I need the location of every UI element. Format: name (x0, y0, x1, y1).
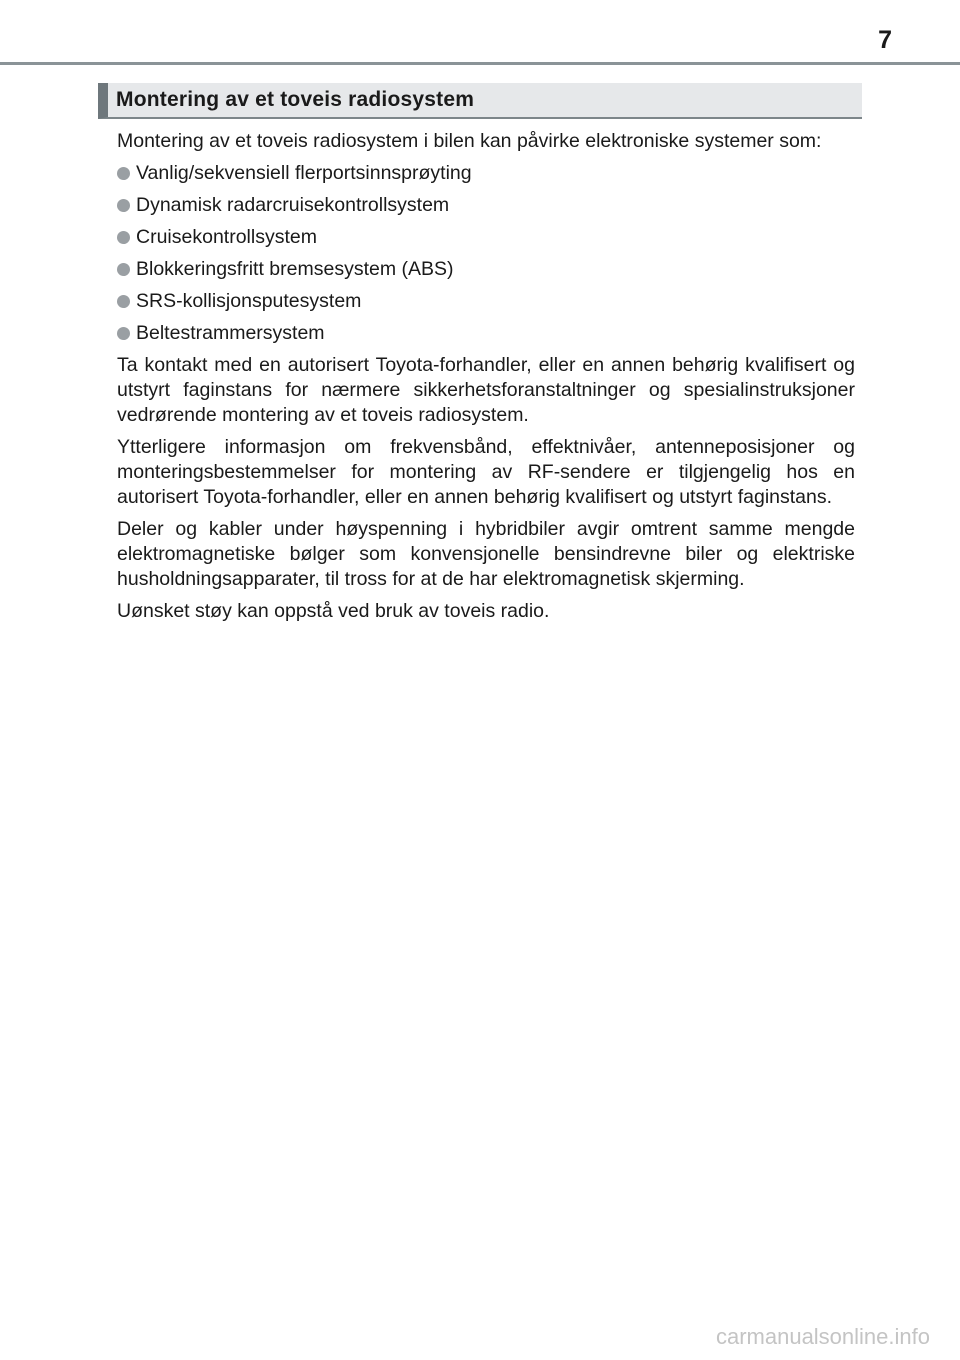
list-item (117, 257, 855, 282)
content-body (117, 129, 855, 631)
section-title: Montering av et toveis radiosystem (116, 88, 475, 111)
list-item-text: Dynamisk radarcruisekontrollsystem (136, 194, 450, 216)
list-item (117, 289, 855, 314)
list-item (117, 225, 855, 250)
rf-info-paragraph: Ytterligere informasjon om frekvensbånd, effektnivåer, antenneposisjoner og monteringsbestemmelser for montering av RF-sendere er tilgjengelig hos en autorisert Toyota-forhandler, eller en annen behørig kvalifisert og utstyrt faginstans. (117, 436, 855, 508)
list-item-text: Beltestrammersystem (136, 322, 325, 344)
list-item (117, 161, 855, 186)
list-item-text: Blokkeringsfritt bremsesystem (ABS) (136, 258, 454, 280)
bullet-dot-icon (117, 295, 130, 308)
site-watermark: carmanualsonline.info (715, 1324, 930, 1349)
list-item-text: Cruisekontrollsystem (136, 226, 317, 248)
list-item-text: SRS-kollisjonsputesystem (136, 290, 362, 312)
bullet-dot-icon (117, 167, 130, 180)
bullet-dot-icon (117, 263, 130, 276)
list-item (117, 321, 855, 346)
bullet-dot-icon (117, 327, 130, 340)
intro-paragraph: Montering av et toveis radiosystem i bilen kan påvirke elektroniske systemer som: (117, 130, 822, 152)
page-number: 7 (878, 26, 892, 54)
top-divider (0, 62, 960, 65)
dealer-contact-paragraph: Ta kontakt med en autorisert Toyota-forhandler, eller en annen behørig kvalifisert og utstyrt faginstans for nærmere sikkerhetsforanstaltninger og spesialinstruksjoner vedrørende montering av et toveis radiosystem. (117, 354, 855, 426)
bullet-dot-icon (117, 231, 130, 244)
section-header (98, 83, 862, 119)
bullet-list (117, 161, 855, 346)
list-item (117, 193, 855, 218)
list-item-text: Vanlig/sekvensiell flerportsinnsprøyting (136, 162, 472, 184)
hybrid-emission-paragraph: Deler og kabler under høyspenning i hybridbiler avgir omtrent samme mengde elektromagnetiske bølger som konvensjonelle bensindrevne biler og elektriske husholdningsapparater, til tross for at de har elektromagnetisk skjerming. (117, 518, 855, 590)
bullet-dot-icon (117, 199, 130, 212)
noise-warning-paragraph: Uønsket støy kan oppstå ved bruk av toveis radio. (117, 600, 550, 622)
